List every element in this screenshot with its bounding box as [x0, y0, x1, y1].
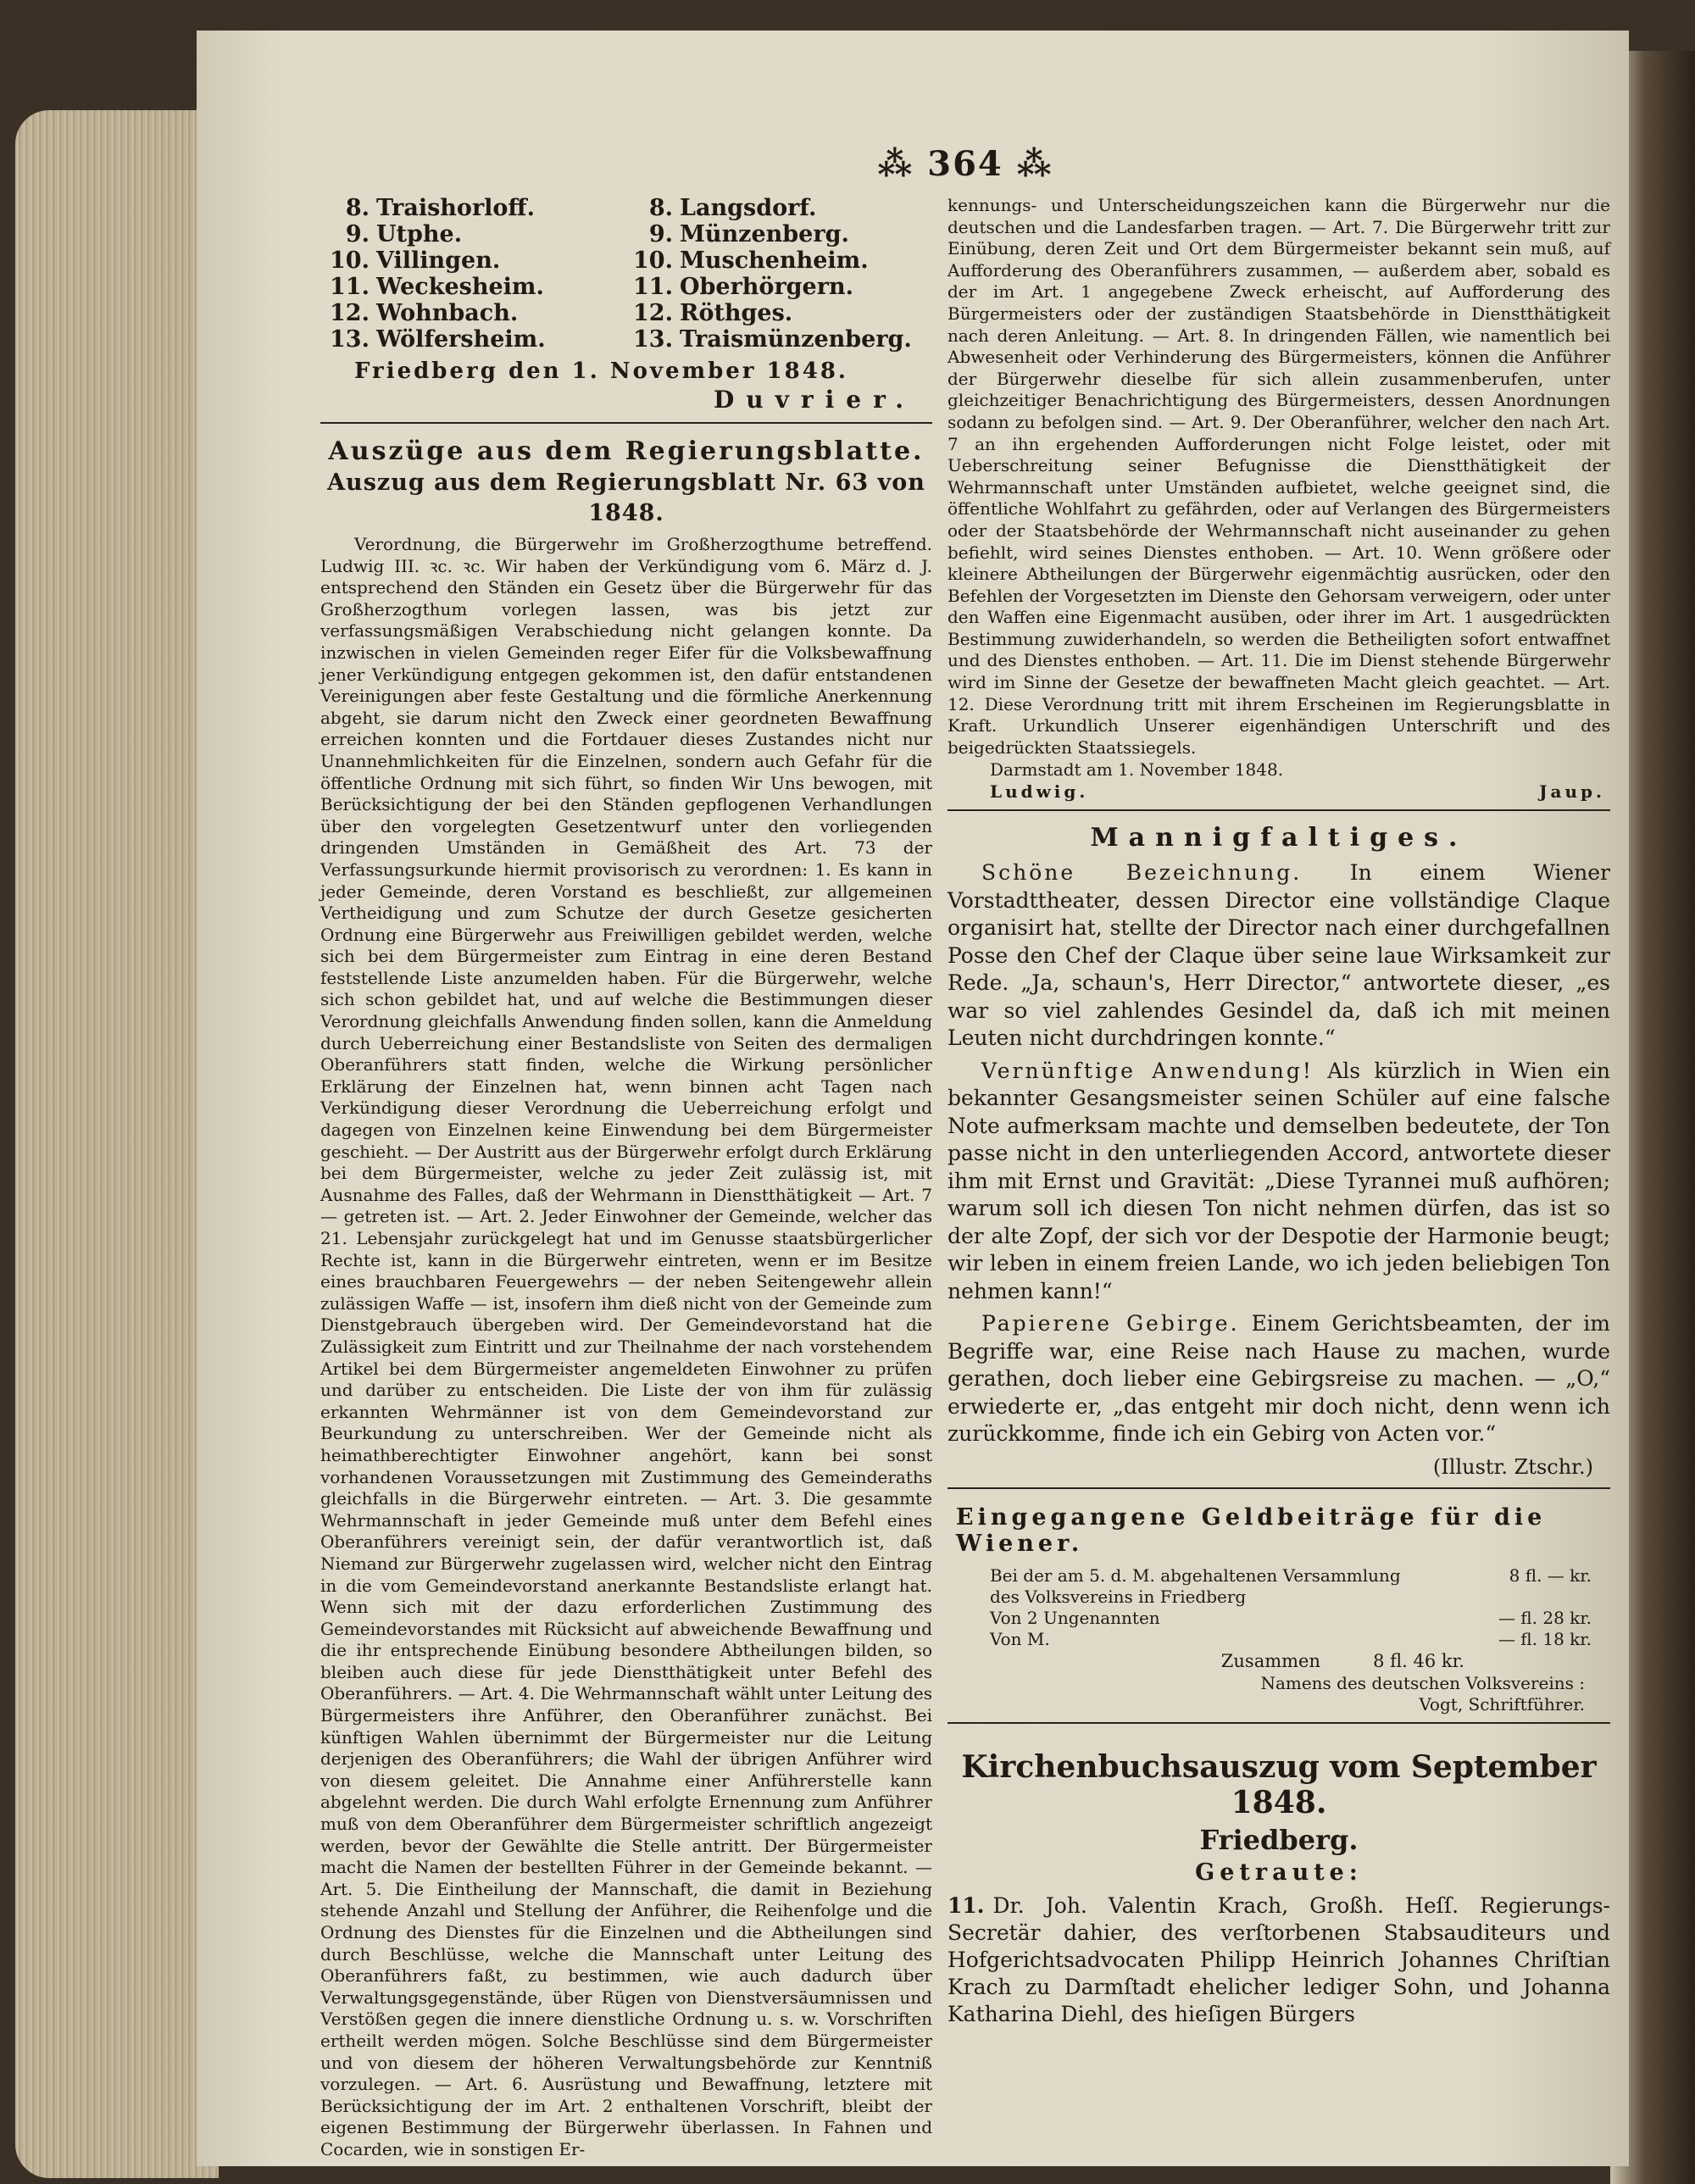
donation-row: Bei der am 5. d. M. abgehaltenen Versammlung des Volksvereins in Friedberg 8 fl. — kr.: [990, 1564, 1592, 1607]
church-subheading: Getraute:: [1195, 1859, 1363, 1886]
divider: [320, 422, 932, 424]
village-list: [325, 195, 932, 353]
left-column: [320, 195, 932, 2161]
book-edge: [15, 110, 219, 2178]
misc-item: Schöne Bezeichnung. In einem Wiener Vorstadttheater, dessen Director eine vollständige Claque organisirt hat, stellte der Director nach einer durchgefallnen Posse den Chef der Claque über seine laue Wirksamkeit zur Rede. „Ja, schaun's, Herr Director,“ antwortete dieser, „es war so viel zahlendes Gesindel da, daß ich mit meinen Leuten nicht durchdringen konnte.“: [948, 860, 1611, 1051]
misc-heading: Mannigfaltiges.: [1090, 823, 1468, 853]
signatures: [948, 781, 1610, 803]
divider: [948, 809, 1610, 811]
list-item: 11. Weckesheim.: [330, 274, 544, 300]
church-heading: Kirchenbuchsauszug vom September 1848.: [961, 1748, 1597, 1820]
village-list-left: [325, 195, 629, 353]
divider: [948, 1722, 1610, 1724]
church-town: Friedberg.: [1199, 1823, 1359, 1856]
list-item: 10. Muschenheim.: [633, 247, 869, 274]
misc-item: Papierene Gebirge. Einem Gerichtsbeamten, der im Begriffe war, eine Reise nach Hause zu machen, wurde gerathen, doch lieber eine Gebirgsreise zu machen. — „O,“ erwiederte er, „das entgeht mir doch nicht, denn wenn ich zurückkomme, finde ich ein Gebirg von Acten vor.“: [948, 1311, 1610, 1447]
page-number: ⁂ 364 ⁂: [877, 144, 1053, 184]
misc-source: (Illustr. Ztschr.): [1432, 1454, 1593, 1479]
place-date: Darmstadt am 1. November 1848.: [990, 759, 1284, 781]
misc-item: Vernünftige Anwendung! Als kürzlich in Wien ein bekannter Gesangsmeister seinen Schüler auf eine falsche Note aufmerksam machte und demselben bedeutete, der Ton passe nicht in den unterliegenden Accord, antwortete dieser ihm mit Ernst und Gravität: „Diese Tyrannei muß aufhören; warum soll ich diesen Ton nicht nehmen dürfen, das ist so der alte Zopf, der sich vor der Despotie der Harmonie beugt; wir leben in einem freien Lande, wo ich jeden beliebigen Ton nehmen kann!“: [948, 1058, 1611, 1303]
signer-left: Ludwig.: [990, 781, 1089, 803]
right-column: [948, 195, 1610, 2028]
list-item: 13. Traismünzenberg.: [633, 326, 912, 353]
list-item: 12. Röthges.: [633, 300, 793, 326]
section-subheading: Auszug aus dem Regierungsblatt Nr. 63 von 1848.: [327, 470, 925, 526]
ordinance-text: Verordnung, die Bürgerwehr im Großherzogthume betreffend. Ludwig III. ꝛc. ꝛc. Wir haben der Verkündigung vom 6. März d. J. entsprechend den Ständen ein Gesetz über die Bürgerwehr für das Großherzogthum vorlegen lassen, was bis jetzt zur verfassungsmäßigen Verabschiedung nicht gelangen konnte. Da inzwischen in vielen Gemeinden reger Eifer für die Volksbewaffnung jener Verkündigung entgegen gekommen ist, den dafür entstandenen Vereinigungen aber feste Gestaltung und die förmliche Anerkennung abgeht, sie darum nicht den Zweck einer geordneten Bewaffnung erreichen konnten und die Fortdauer dieses Zustandes nicht nur Unannehmlichkeiten für die Einzelnen, sondern auch Gefahr für die öffentliche Ordnung mit sich führt, so finden Wir Uns bewogen, mit Berücksichtigung der bei den Ständen gepflogenen Verhandlungen über den vorgelegten Gesetzentwurf unter den vorliegenden dringenden Umständen in Gemäßheit des Art. 73 der Verfassungsurkunde hiermit provisorisch zu verordnen: 1. Es kann in jeder Gemeinde, deren Vorstand es beschließt, zur allgemeinen Vertheidigung und zum Schutze der durch Gesetze gesicherten Ordnung eine Bürgerwehr aus Freiwilligen gebildet werden, welche sich bei dem Bürgermeister zum Eintrag in eine deren Bestand feststellende Liste anzumelden haben. Für die Bürgerwehr, welche sich schon gebildet hat, und auf welche die Bestimmungen dieser Verordnung gleichfalls Anwendung finden sollen, kann die Anmeldung durch Ueberreichung einer Bestandsliste von Seiten des dermaligen Oberanführers statt finden, welche die Wirkung persönlicher Erklärung der Einzelnen hat, wenn binnen acht Tagen nach Verkündigung dieser Verordnung die Ueberreichung erfolgt und dagegen von Einzelnen keine Einwendung bei dem Bürgermeister geschieht. — Der Austritt aus der Bürgerwehr erfolgt durch Erklärung bei dem Bürgermeister, welche zu jeder Zeit zulässig ist, mit Ausnahme des Falles, daß der Wehrmann in Dienstthätigkeit — Art. 7 — getreten ist. — Art. 2. Jeder Einwohner der Gemeinde, welcher das 21. Lebensjahr zurückgelegt hat und im Genusse staatsbürgerlicher Rechte ist, kann in die Bürgerwehr eintreten, wenn er im Besitze eines brauchbaren Feuergewehrs — der neben Seitengewehr allein zulässigen Waffe — ist, insofern ihm dieß nicht von der Gemeinde zum Dienstgebrauch übergeben wird. Der Gemeindevorstand hat die Zulässigkeit zum Eintritt und zur Theilnahme der nach vorstehendem Artikel bei dem Bürgermeister angemeldeten Einwohner zu prüfen und darüber zu entscheiden. Die Liste der von ihm für zulässig erkannten Wehrmänner ist von dem Gemeindevorstand zur Beurkundung zu unterschreiben. Wer der Gemeinde nicht als heimathberechtigter Einwohner angehört, kann bei sonst vorhandenen Voraussetzungen mit Zustimmung des Gemeinderaths gleichfalls in die Bürgerwehr eintreten. — Art. 3. Die gesammte Wehrmannschaft in jeder Gemeinde muß unter dem Befehl eines Oberanführers vereinigt sein, der dafür verantwortlich ist, daß Niemand zur Bürgerwehr zugelassen wird, welcher nicht den Eintrag in die vom Gemeindevorstand anerkannte Bestandsliste erlangt hat. Wenn sich mit der dazu erforderlichen Zustimmung des Gemeindevorstandes mit Rücksicht auf abweichende Bewaffnung und die ihr entsprechende Einübung besondere Abtheilungen bilden, so bleiben auch diese für jede Dienstthätigkeit unter Befehl des Oberanführers. — Art. 4. Die Wehrmannschaft wählt unter Leitung des Bürgermeisters ihre Anführer, den Oberanführer zunächst. Bei künftigen Wahlen übernimmt der Bürgermeister nur die Leitung derjenigen des Oberanführers; die Wahl der übrigen Anführer wird von diesem geleitet. Die Annahme einer Anführerstelle kann abgelehnt werden. Die durch Wahl erfolgte Ernennung zum Anführer muß von dem Oberanführer dem Bürgermeister schriftlich angezeigt werden, bevor der Gewählte die Stelle antritt. Der Bürgermeister macht die Namen der bestellten Führer in der Gemeinde bekannt. — Art. 5. Die Eintheilung der Mannschaft, die damit in Beziehung stehende Anzahl und Stellung der Anführer, die Reihenfolge und die Ordnung des Dienstes für die Einzelnen und die Abtheilungen sind durch Beschlüsse, welche die Mannschaft unter Leitung des Oberanführers faßt, zu bestimmen, wie auch dadurch über Verwaltungsgegenstände, über Rügen von Dienstversäumnissen und Verstößen gegen die innere dienstliche Ordnung u. s. w. Vorschriften ertheilt werden mögen. Solche Beschlüsse sind dem Bürgermeister und von diesem der höheren Verwaltungsbehörde zur Kenntniß vorzulegen. — Art. 6. Ausrüstung und Bewaffnung, letztere mit Berücksichtigung der im Art. 2 enthaltenen Vorschrift, bleibt der eigenen Bestimmung der Bürgerwehr überlassen. In Fahnen und Cocarden, wie in sonstigen Er-: [320, 534, 932, 2159]
ordinance-continued: kennungs- und Unterscheidungszeichen kann die Bürgerwehr nur die deutschen und die Landesfarben tragen. — Art. 7. Die Bürgerwehr tritt zur Einübung, deren Zeit und Ort dem Bürgermeister bekannt sein muß, auf Aufforderung des Oberanführers zusammen, — außerdem aber, sobald es der im Art. 1 angegebene Zweck erheischt, auf Aufforderung des Bürgermeisters oder der zuständigen Staatsbehörde in Dienstthätigkeit nach deren Anleitung. — Art. 8. In dringenden Fällen, wie namentlich bei Abwesenheit oder Verhinderung des Bürgermeisters, können die Anführer der Bürgerwehr dieselbe für sich allein zusammenberufen, unter gleichzeitiger Benachrichtigung des Bürgermeisters, dessen Anordnungen sodann zu befolgen sind. — Art. 9. Der Oberanführer, welcher den nach Art. 7 an ihn ergehenden Aufforderungen nicht Folge leistet, oder mit Ueberschreitung seiner Befugnisse die Dienstthätigkeit der Wehrmannschaft unter Umständen aufbietet, welche geeignet sind, die öffentliche Wohlfahrt zu gefährden, oder auf Verlangen des Bürgermeisters oder der Staatsbehörde der Wehrmannschaft nicht auseinander zu gehen befiehlt, wird seines Dienstes enthoben. — Art. 10. Wenn größere oder kleinere Abtheilungen der Bürgerwehr eigenmächtig ausrücken, oder den Befehlen der Vorgesetzten im Dienste den Gehorsam verweigern, oder unter den Waffen eine Eigenmacht ausüben, oder ihrer im Art. 1 ausgedrückten Bestimmung zuwiderhandeln, so werden die Betheiligten sofort entwaffnet und des Dienstes enthoben. — Art. 11. Die im Dienst stehende Bürgerwehr wird im Sinne der Gesetze der bewaffneten Macht gleich geachtet. — Art. 12. Diese Verordnung tritt mit ihrem Erscheinen im Regierungsblatte in Kraft. Urkundlich Unserer eigenhändigen Unterschrift und des beigedrückten Staatssiegels.: [948, 195, 1610, 758]
printed-sheet: [320, 144, 1611, 2159]
section-heading: Auszüge aus dem Regierungsblatte.: [328, 436, 925, 466]
church-entry: 11. Dr. Joh. Valentin Krach, Großh. Heſſ. Regierungs-Secretär dahier, des verſtorbenen Stabsauditeurs und Hofgerichtsadvocaten Philipp Heinrich Johannes Chriſtian Krach zu Darmſtadt ehelicher lediger Sohn, und Johanna Katharina Diehl, des hieſigen Bürgers: [948, 1892, 1610, 2026]
dateline: Friedberg den 1. November 1848.: [354, 358, 848, 384]
divider: [948, 1487, 1610, 1489]
donation-signature: Vogt, Schriftführer.: [1419, 1693, 1585, 1714]
list-item: 9. Utphe.: [345, 221, 463, 247]
signer-right: Jaup.: [1539, 781, 1605, 803]
donation-total: Zusammen 8 fl. 46 kr.: [1220, 1650, 1464, 1671]
list-item: 13. Wölfersheim.: [330, 326, 546, 353]
author: Duvrier.: [713, 386, 915, 414]
donation-row: Von M. — fl. 18 kr.: [990, 1628, 1592, 1649]
donation-row: Von 2 Ungenannten — fl. 28 kr.: [990, 1607, 1592, 1628]
village-list-right: [629, 195, 932, 353]
list-item: 11. Oberhörgern.: [633, 274, 853, 300]
list-item: 12. Wohnbach.: [330, 300, 519, 326]
list-item: 9. Münzenberg.: [648, 221, 849, 247]
donations-heading: Eingegangene Geldbeiträge für die Wiener.: [956, 1503, 1547, 1557]
list-item: 8. Langsdorf.: [648, 195, 817, 221]
list-item: 10. Villingen.: [330, 247, 501, 274]
donation-signature: Namens des deutschen Volksvereins :: [1260, 1672, 1585, 1693]
list-item: 8. Traishorloff.: [345, 195, 535, 221]
